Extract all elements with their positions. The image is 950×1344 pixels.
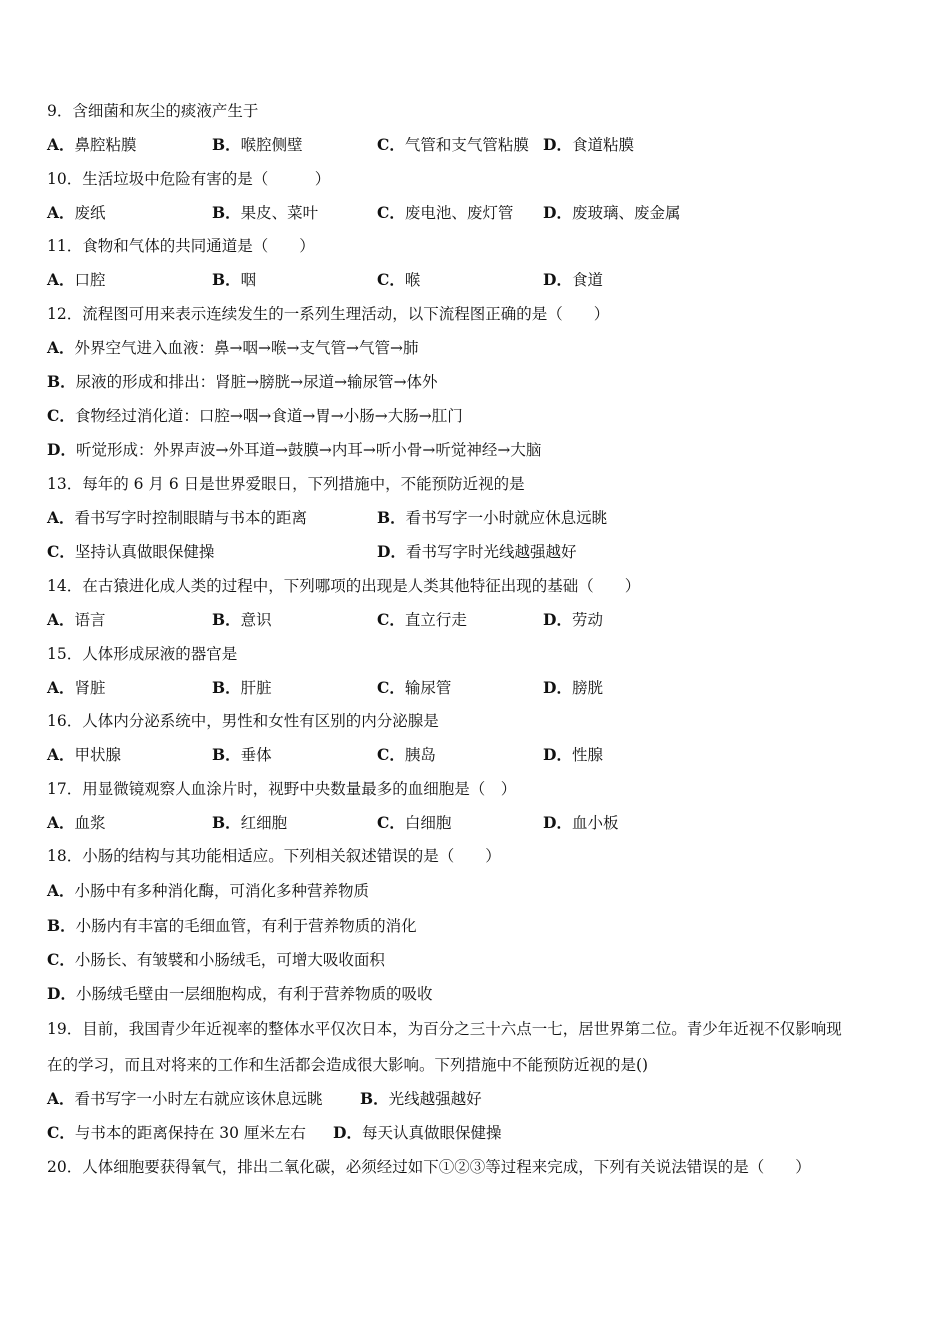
q18-option-c: C．小肠长、有皱襞和小肠绒毛，可增大吸收面积: [47, 950, 385, 969]
q13-option-c: C．坚持认真做眼保健操: [47, 542, 215, 561]
q19-option-a: A．看书写字一小时左右就应该休息远眺: [47, 1089, 323, 1108]
question-15-stem: 15．人体形成尿液的器官是: [47, 645, 238, 663]
q13-option-d: D．看书写字时光线越强越好: [377, 542, 577, 561]
q14-option-d: D．劳动: [543, 610, 603, 629]
question-16-stem: 16．人体内分泌系统中，男性和女性有区别的内分泌腺是: [47, 712, 439, 730]
q12-option-a: A．外界空气进入血液：鼻→咽→喉→支气管→气管→肺: [47, 338, 419, 357]
q14-option-a: A．语言: [47, 610, 106, 629]
q16-option-c: C．胰岛: [377, 745, 436, 764]
q12-option-b: B．尿液的形成和排出：肾脏→膀胱→尿道→输尿管→体外: [47, 372, 438, 391]
q15-option-d: D．膀胱: [543, 678, 603, 697]
q19-option-d: D．每天认真做眼保健操: [333, 1123, 502, 1142]
question-11-stem: 11．食物和气体的共同通道是（ ）: [47, 237, 315, 255]
q9-option-a: A．鼻腔粘膜: [47, 135, 137, 154]
q9-option-b: B．喉腔侧壁: [212, 135, 303, 154]
question-12-stem: 12．流程图可用来表示连续发生的一系列生理活动，以下流程图正确的是（ ）: [47, 305, 610, 323]
q11-option-c: C．喉: [377, 270, 421, 289]
question-19-stem-line1: 19．目前，我国青少年近视率的整体水平仅次日本，为百分之三十六点一七，居世界第二位。青少年近视不仅影响现: [47, 1020, 842, 1038]
q18-option-b: B．小肠内有丰富的毛细血管，有利于营养物质的消化: [47, 916, 417, 935]
question-17-stem: 17．用显微镜观察人血涂片时，视野中央数量最多的血细胞是（ ）: [47, 780, 517, 798]
q10-option-d: D．废玻璃、废金属: [543, 203, 681, 222]
q19-option-b: B．光线越强越好: [360, 1089, 482, 1108]
q10-option-a: A．废纸: [47, 203, 106, 222]
question-9-stem: 9．含细菌和灰尘的痰液产生于: [47, 102, 259, 120]
question-10-stem: 10．生活垃圾中危险有害的是（ ）: [47, 170, 331, 188]
question-20-stem: 20．人体细胞要获得氧气，排出二氧化碳，必须经过如下①②③等过程来完成，下列有关说法错误的是（ ）: [47, 1158, 811, 1176]
question-14-stem: 14．在古猿进化成人类的过程中，下列哪项的出现是人类其他特征出现的基础（ ）: [47, 577, 641, 595]
q13-option-a: A．看书写字时控制眼睛与书本的距离: [47, 508, 308, 527]
q19-option-c: C．与书本的距离保持在 30 厘米左右: [47, 1123, 306, 1142]
q15-option-c: C．输尿管: [377, 678, 452, 697]
q16-option-b: B．垂体: [212, 745, 272, 764]
q17-option-c: C．白细胞: [377, 813, 452, 832]
q12-option-c: C．食物经过消化道：口腔→咽→食道→胃→小肠→大肠→肛门: [47, 406, 463, 425]
q9-option-d: D．食道粘膜: [543, 135, 634, 154]
question-19-stem-line2: 在的学习，而且对将来的工作和生活都会造成很大影响。下列措施中不能预防近视的是(): [47, 1056, 649, 1074]
q12-option-d: D．听觉形成：外界声波→外耳道→鼓膜→内耳→听小骨→听觉神经→大脑: [47, 440, 542, 459]
q17-option-d: D．血小板: [543, 813, 619, 832]
q13-option-b: B．看书写字一小时就应休息远眺: [377, 508, 608, 527]
q17-option-b: B．红细胞: [212, 813, 288, 832]
q10-option-c: C．废电池、废灯管: [377, 203, 514, 222]
question-18-stem: 18．小肠的结构与其功能相适应。下列相关叙述错误的是（ ）: [47, 847, 501, 865]
q11-option-b: B．咽: [212, 270, 257, 289]
q10-option-b: B．果皮、菜叶: [212, 203, 319, 222]
q17-option-a: A．血浆: [47, 813, 106, 832]
q9-option-c: C．气管和支气管粘膜: [377, 135, 529, 154]
q11-option-a: A．口腔: [47, 270, 106, 289]
question-13-stem: 13．每年的 6 月 6 日是世界爱眼日，下列措施中，不能预防近视的是: [47, 475, 525, 493]
q15-option-b: B．肝脏: [212, 678, 272, 697]
q15-option-a: A．肾脏: [47, 678, 106, 697]
q16-option-d: D．性腺: [543, 745, 603, 764]
q18-option-a: A．小肠中有多种消化酶，可消化多种营养物质: [47, 881, 370, 900]
q14-option-c: C．直立行走: [377, 610, 467, 629]
q14-option-b: B．意识: [212, 610, 272, 629]
q16-option-a: A．甲状腺: [47, 745, 122, 764]
q18-option-d: D．小肠绒毛壁由一层细胞构成，有利于营养物质的吸收: [47, 984, 433, 1003]
q11-option-d: D．食道: [543, 270, 603, 289]
